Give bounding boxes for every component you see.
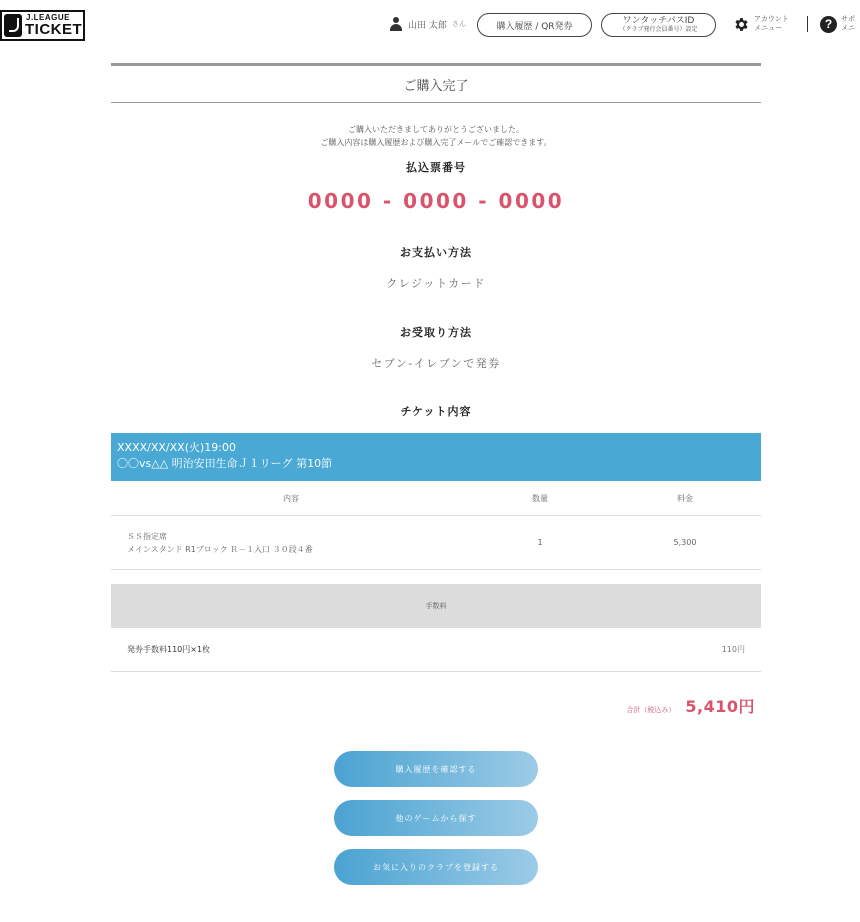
gear-icon	[733, 16, 750, 33]
one-touch-pass-sublabel: （クラブ発行会員番号）設定	[619, 26, 698, 33]
seat-type: ＳＳ指定席	[127, 531, 167, 541]
fees-heading: 手数料	[425, 602, 447, 610]
purchase-history-qr-button[interactable]	[477, 13, 592, 37]
logo-bottom-text: TICKET	[25, 21, 83, 38]
j-mark-icon	[4, 14, 22, 37]
user-suffix: さん	[451, 20, 466, 28]
find-other-games-button[interactable]	[334, 800, 538, 836]
fee-row	[111, 628, 761, 672]
support-menu-label	[841, 15, 855, 33]
payment-method-value: クレジットカード	[386, 277, 486, 290]
seat-detail: メインスタンド R1ブロック Ｒ－１入口 ３０段４番	[127, 544, 313, 554]
register-favorite-club-label: お気に入りのクラブを登録する	[373, 862, 499, 872]
purchase-history-qr-label: 購入履歴 / QR発券	[496, 21, 573, 32]
total-label: 合計（税込み）	[626, 706, 676, 714]
page-title-bar	[111, 63, 761, 103]
thanks-line-2: ご購入内容は購入履歴および購入完了メールでご確認できます。	[320, 138, 552, 147]
user-icon	[390, 17, 402, 31]
find-other-games-label: 他のゲームから探す	[395, 813, 477, 823]
payment-slip-number: 0000 - 0000 - 0000	[307, 189, 565, 213]
account-menu-button[interactable]	[733, 15, 789, 33]
one-touch-pass-id-button[interactable]	[601, 13, 716, 37]
fees-heading-band	[111, 584, 761, 628]
user-name: 山田 太郎	[408, 20, 447, 31]
payment-slip-heading: 払込票番号	[406, 161, 466, 174]
receive-method-value: セブン-イレブンで発券	[371, 357, 501, 370]
event-name: 〇〇vs△△ 明治安田生命Ｊ１リーグ 第10節	[117, 457, 333, 470]
total-unit: 円	[738, 697, 755, 716]
purchase-complete-content	[111, 63, 761, 717]
account-menu-line2: メニュー	[754, 24, 782, 32]
ticket-details-heading: チケット内容	[400, 405, 472, 418]
event-header-bar	[111, 433, 761, 481]
help-question-icon: ?	[820, 16, 837, 33]
account-menu-label	[754, 15, 789, 33]
logo-top-text: J.LEAGUE	[26, 13, 71, 22]
total-amount	[111, 694, 761, 717]
ticket-price: 5,300	[673, 538, 697, 547]
receive-method-heading: お受取り方法	[400, 326, 472, 339]
support-menu-button[interactable]	[820, 15, 855, 33]
account-menu-line1: アカウント	[754, 15, 789, 23]
fee-amount: 110円	[721, 645, 745, 654]
fee-label: 発券手数料110円×1枚	[127, 645, 211, 654]
event-datetime: XXXX/XX/XX(火)19:00	[117, 441, 236, 454]
user-info	[390, 17, 466, 31]
ticket-table-header	[111, 481, 761, 516]
support-menu-line2: メニ	[841, 24, 855, 32]
column-header-price: 料金	[677, 493, 693, 503]
view-purchase-history-button[interactable]	[334, 751, 538, 787]
thanks-line-1: ご購入いただきましてありがとうございました。	[348, 125, 524, 134]
jleague-ticket-logo[interactable]	[0, 10, 85, 41]
table-row	[111, 516, 761, 570]
column-header-quantity: 数量	[532, 493, 548, 503]
thanks-message	[111, 123, 761, 149]
page-title: ご購入完了	[403, 78, 469, 94]
header-divider	[807, 16, 808, 32]
site-header	[0, 0, 860, 50]
payment-method-heading: お支払い方法	[400, 246, 472, 259]
support-menu-line1: サポ	[841, 15, 855, 23]
total-value: 5,410	[685, 697, 739, 716]
column-header-content: 内容	[283, 493, 299, 503]
action-buttons	[334, 751, 538, 898]
ticket-quantity: 1	[537, 538, 543, 547]
seat-info	[111, 530, 471, 556]
view-purchase-history-label: 購入履歴を確認する	[395, 764, 477, 774]
one-touch-pass-label: ワンタッチパスID	[622, 16, 695, 26]
register-favorite-club-button[interactable]	[334, 849, 538, 885]
